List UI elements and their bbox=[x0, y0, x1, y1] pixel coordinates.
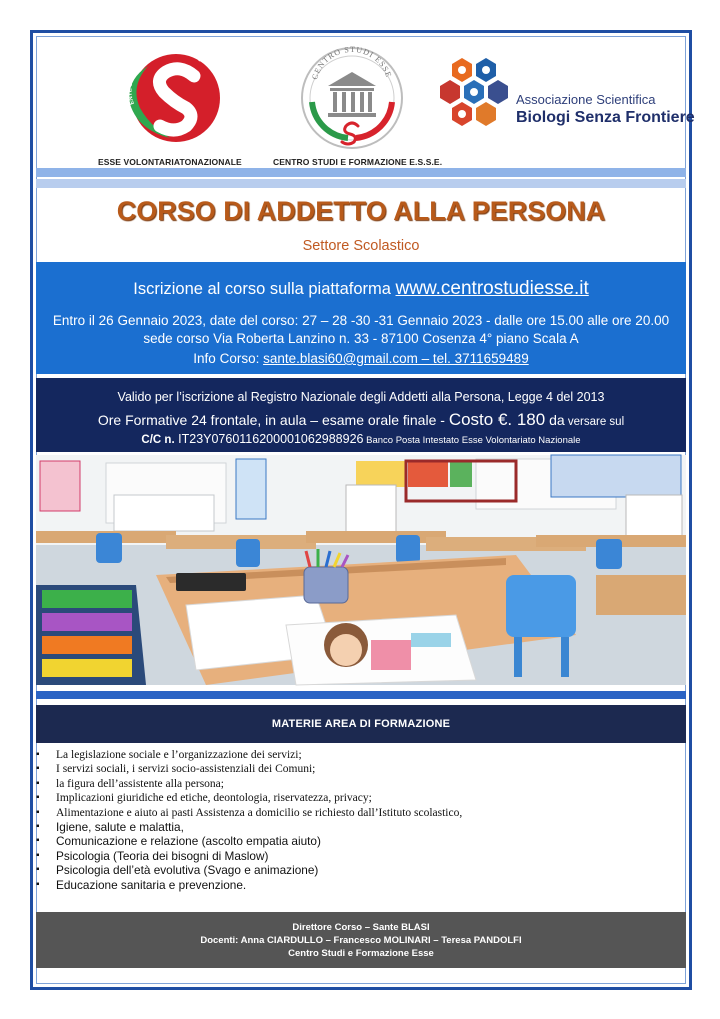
list-item: ▪ La legislazione sociale e l’organizzazione dei servizi; bbox=[36, 748, 686, 762]
section-divider bbox=[36, 691, 686, 699]
centro-ring-text: CENTRO STUDI ESSE bbox=[310, 44, 394, 81]
list-item: ▪ Comunicazione e relazione (ascolto empatia aiuto) bbox=[36, 834, 686, 848]
footer bbox=[36, 912, 686, 968]
bsf-logo bbox=[432, 56, 695, 138]
iban-text: IT23Y0760116200001062988926 bbox=[174, 432, 364, 446]
materie-header: MATERIE AREA DI FORMAZIONE bbox=[36, 705, 686, 743]
list-item: ▪ Educazione sanitaria e prevenzione. bbox=[36, 878, 686, 892]
platform-link[interactable]: www.centrostudiesse.it bbox=[395, 278, 589, 299]
bank-line bbox=[36, 432, 686, 446]
course-dates bbox=[36, 312, 686, 348]
header-stripe-dark bbox=[36, 168, 686, 177]
hours-text: Ore Formative 24 frontale, in aula – esame orale finale - bbox=[97, 412, 449, 428]
registration-panel bbox=[36, 262, 686, 374]
esse-ring-text: ENTE SPORTIVO SOCIALE EUROPEO bbox=[127, 46, 204, 106]
esse-caption: ESSE VOLONTARIATONAZIONALE bbox=[98, 157, 242, 167]
list-item: ▪ Igiene, salute e malattia, bbox=[36, 820, 686, 834]
validity-panel bbox=[36, 378, 686, 452]
centro-caption: CENTRO STUDI E FORMAZIONE E.S.S.E. bbox=[273, 157, 443, 167]
list-item: ▪ Psicologia dell’età evolutiva (Svago e animazione) bbox=[36, 863, 686, 877]
bsf-line1: Associazione Scientifica bbox=[516, 92, 656, 107]
page-title: CORSO DI ADDETTO ALLA PERSONA bbox=[116, 196, 606, 226]
dates-line-1: Entro il 26 Gennaio 2023, date del corso: 27 – 28 -30 -31 Gennaio 2023 - dalle ore 15.00 alle ore 20.00 bbox=[52, 313, 670, 328]
info-line bbox=[36, 351, 686, 366]
page-subtitle: Settore Scolastico bbox=[302, 238, 420, 254]
cost-suffix: da bbox=[545, 412, 565, 428]
registration-line bbox=[36, 278, 686, 300]
hours-cost-line bbox=[36, 410, 686, 430]
cost-text: Costo €. 180 bbox=[448, 410, 546, 429]
registration-prefix: Iscrizione al corso sulla piattaforma bbox=[133, 280, 396, 298]
list-item: ▪ Implicazioni giuridiche ed etiche, deontologia, riservatezza, privacy; bbox=[36, 791, 686, 805]
info-prefix: Info Corso: bbox=[193, 351, 264, 366]
list-item: ▪ I servizi sociali, i servizi socio-assistenziali dei Comuni; bbox=[36, 762, 686, 776]
footer-teachers: Docenti: Anna CIARDULLO – Francesco MOLINARI – Teresa PANDOLFI bbox=[200, 935, 522, 946]
dates-line-2: sede corso Via Roberta Lanzino n. 33 - 87100 Cosenza 4° piano Scala A bbox=[143, 331, 579, 346]
contact-link[interactable]: sante.blasi60@gmail.com – tel. 3711659489 bbox=[263, 351, 529, 366]
centro-studi-logo bbox=[296, 42, 406, 150]
bank-text: Banco Posta Intestato Esse Volontariato Nazionale bbox=[363, 435, 581, 446]
list-item: ▪ Psicologia (Teoria dei bisogni di Maslow) bbox=[36, 849, 686, 863]
validity-line: Valido per l’iscrizione al Registro Nazionale degli Addetti alla Persona, Legge 4 del 2013 bbox=[117, 390, 605, 404]
esse-logo bbox=[120, 46, 226, 146]
hexagon-icons bbox=[440, 58, 508, 126]
cc-label: C/C n. bbox=[141, 434, 175, 446]
bsf-line2: Biologi Senza Frontiere bbox=[516, 109, 695, 126]
footer-director: Direttore Corso – Sante BLASI bbox=[292, 922, 430, 933]
list-item: ▪ la figura dell’assistente alla persona; bbox=[36, 777, 686, 791]
footer-org: Centro Studi e Formazione Esse bbox=[288, 948, 434, 959]
header-stripe-light bbox=[36, 179, 686, 188]
list-item: ▪ Alimentazione e aiuto ai pasti Assistenza a domicilio se richiesto dall’Istituto scolastico, bbox=[36, 806, 686, 820]
topics-list bbox=[36, 748, 686, 892]
cost-suffix-small: versare sul bbox=[564, 416, 625, 428]
classroom-photo bbox=[36, 455, 686, 685]
